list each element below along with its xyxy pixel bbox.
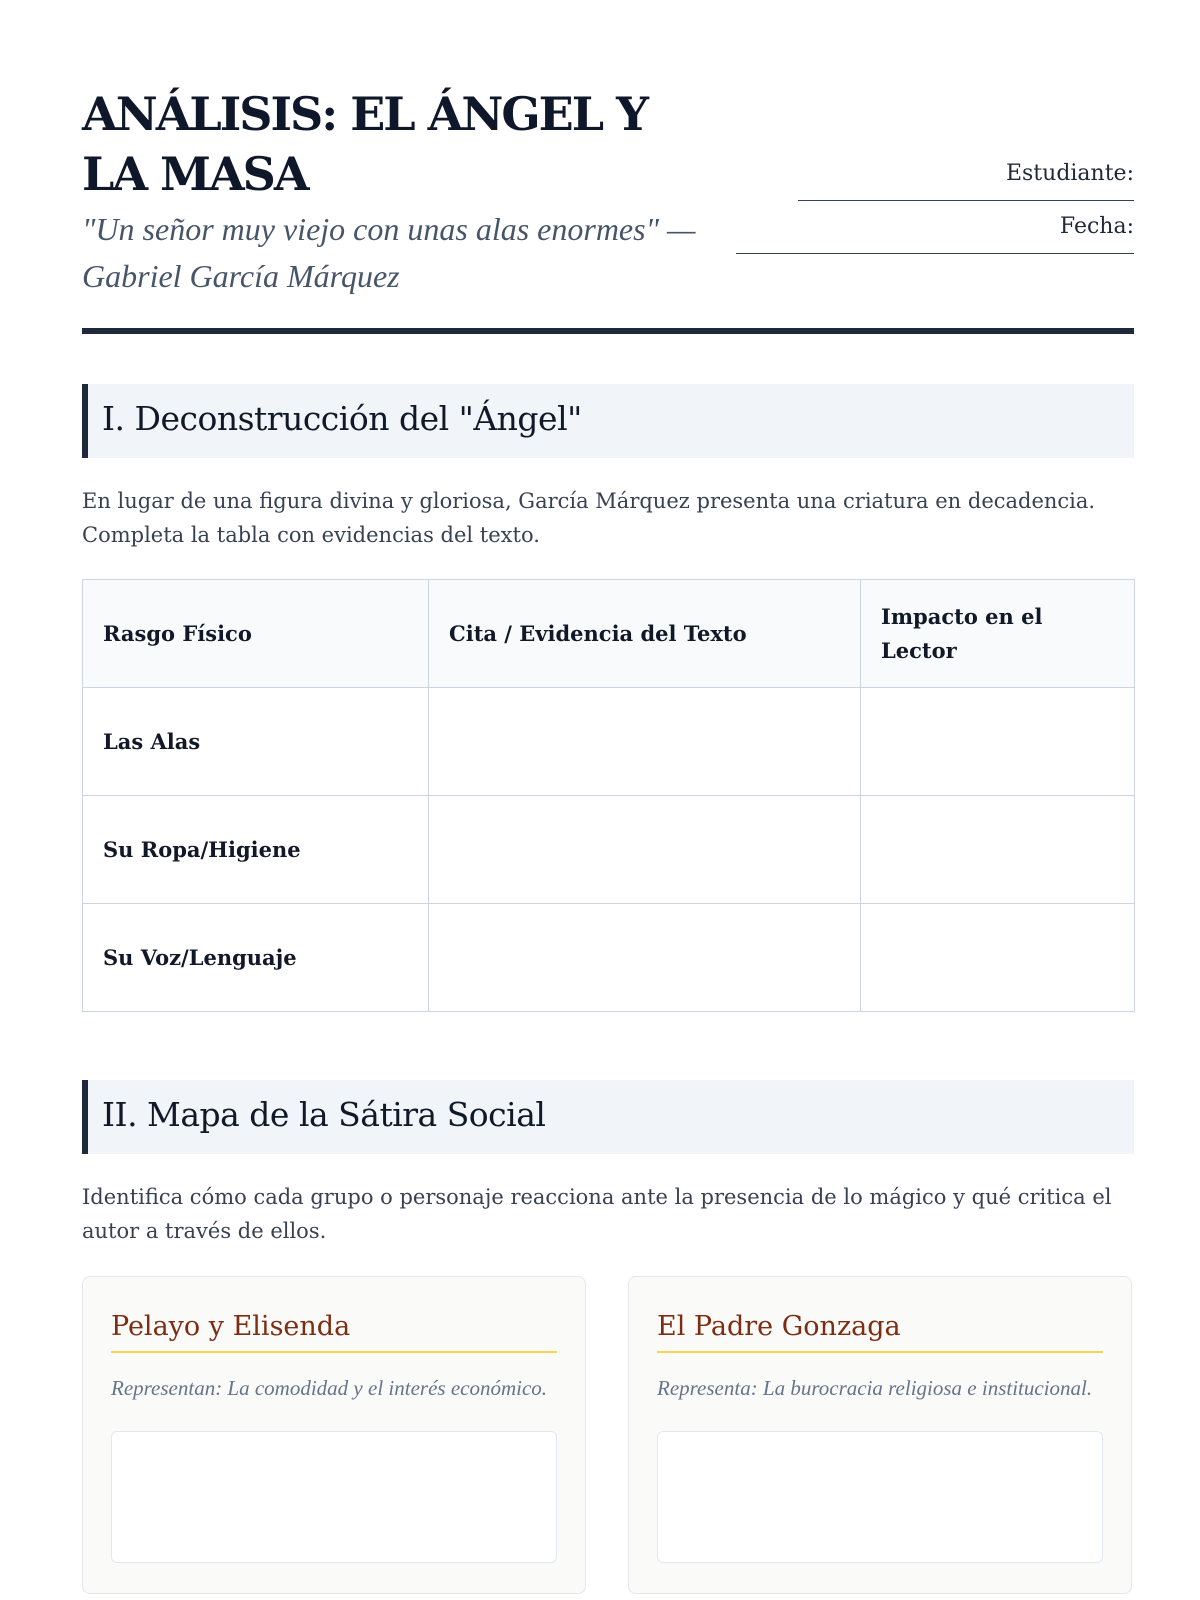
trait-cell: Las Alas [83,688,429,796]
column-header-trait: Rasgo Físico [83,580,429,688]
worksheet-header [82,80,1134,334]
evidence-table [82,579,1135,1012]
character-card-padre-gonzaga [628,1276,1132,1594]
card-title: El Padre Gonzaga [657,1309,1103,1353]
impact-cell[interactable] [861,904,1135,1012]
table-header-row [83,580,1135,688]
student-info [724,160,1134,266]
evidence-cell[interactable] [429,688,861,796]
evidence-cell[interactable] [429,904,861,1012]
card-answer-box[interactable] [657,1431,1103,1563]
card-description: Representa: La burocracia religiosa e institucional. [657,1376,1093,1400]
card-title: Pelayo y Elisenda [111,1309,557,1353]
evidence-cell[interactable] [429,796,861,904]
table-row [83,904,1135,1012]
section-1-intro: En lugar de una figura divina y gloriosa, García Márquez presenta una criatura en decadencia. Completa la tabla con evidencias del texto. [82,489,1096,547]
date-label: Fecha: [1059,214,1134,239]
student-label: Estudiante: [1005,161,1134,186]
date-line[interactable] [736,253,1134,254]
section-2-intro: Identifica cómo cada grupo o personaje reacciona ante la presencia de lo mágico y qué critica el autor a través de ellos. [82,1185,1112,1243]
section-2-title: II. Mapa de la Sátira Social [102,1095,546,1134]
table-row [83,796,1135,904]
section-2-header [82,1080,1134,1154]
card-answer-box[interactable] [111,1431,557,1563]
trait-cell: Su Voz/Lenguaje [83,904,429,1012]
student-name-line[interactable] [798,200,1134,201]
section-1-header [82,384,1134,458]
epigraph-quote: "Un señor muy viejo con unas alas enormes" — Gabriel García Márquez [82,211,696,294]
page-title: ANÁLISIS: EL ÁNGEL Y LA MASA [82,87,647,201]
table-row [83,688,1135,796]
card-description: Representan: La comodidad y el interés económico. [111,1376,548,1400]
trait-cell: Su Ropa/Higiene [83,796,429,904]
character-card-pelayo-elisenda [82,1276,586,1594]
impact-cell[interactable] [861,688,1135,796]
impact-cell[interactable] [861,796,1135,904]
column-header-impact: Impacto en el Lector [861,580,1135,688]
column-header-evidence: Cita / Evidencia del Texto [429,580,861,688]
section-1-title: I. Deconstrucción del "Ángel" [102,399,582,438]
